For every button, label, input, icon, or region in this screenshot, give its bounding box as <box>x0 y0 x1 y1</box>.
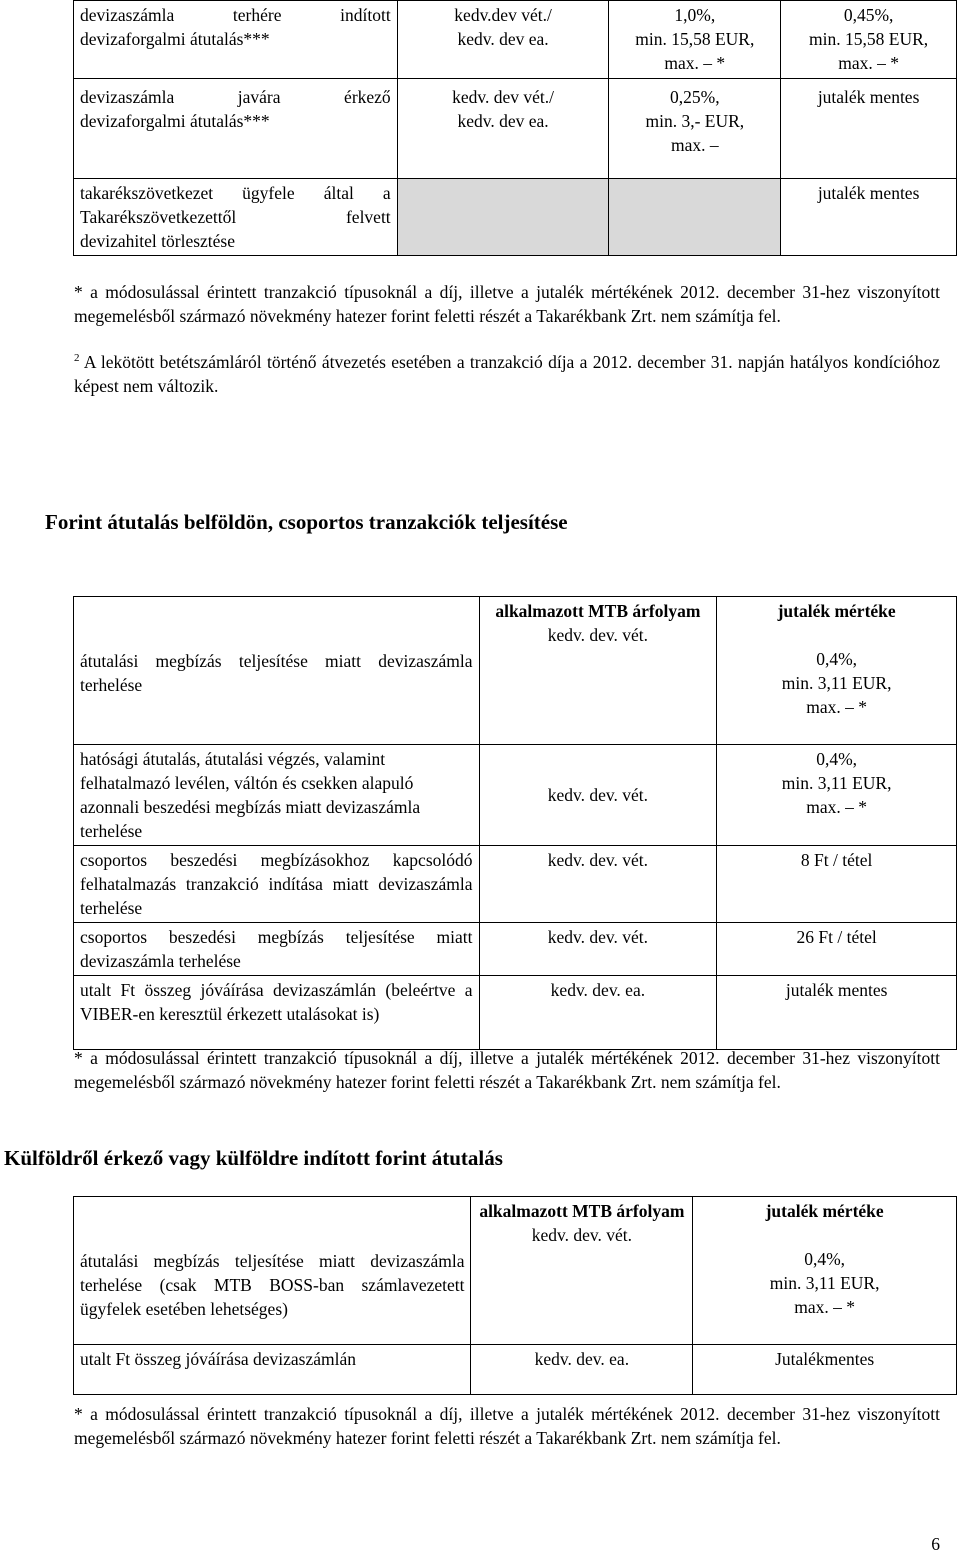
rate-cell <box>479 923 717 976</box>
fee-line: min. 3,- EUR, <box>645 111 745 131</box>
fee-cell <box>717 976 957 1050</box>
fee-line: jutalék mentes <box>785 980 888 1000</box>
new-fee-cell <box>781 79 957 179</box>
fee-line: 26 Ft / tétel <box>796 927 877 947</box>
row-description <box>74 976 480 1050</box>
page-number: 6 <box>931 1534 940 1554</box>
desc-line: devizaszámla terhére indított <box>80 5 391 25</box>
row-description <box>74 1 398 79</box>
rate-cell <box>479 745 717 846</box>
rate-line: kedv. dev ea. <box>457 29 549 49</box>
table-row <box>74 976 957 1050</box>
table-row <box>74 179 957 256</box>
empty-gray-cell <box>397 179 609 256</box>
rate-text: kedv. dev. vét. <box>547 850 649 870</box>
rate-text: kedv. dev. vét. <box>531 1225 633 1245</box>
desc-line: devizahitel törlesztése <box>80 231 235 251</box>
old-fee-cell <box>609 79 781 179</box>
fee-line: max. – * <box>794 1297 856 1317</box>
footnote-mark: 2 <box>74 352 80 365</box>
fee-line: max. – * <box>838 53 899 73</box>
top-fee-table <box>73 0 957 256</box>
table-row <box>74 923 957 976</box>
row-description <box>74 846 480 923</box>
table-row <box>74 745 957 846</box>
rate-line: kedv. dev vét./ <box>452 87 554 107</box>
section-heading: Forint átutalás belföldön, csoportos tranzakciók teljesítése <box>45 510 568 534</box>
fee-line: Jutalékmentes <box>775 1349 875 1369</box>
star-footnote: * a módosulással érintett tranzakció típusoknál a díj, illetve a jutalék mértékének 2012. december 31-hez viszonyított megemelésből származó növekmény hatezer forint feletti részét a Takarékbank Zrt. nem számítja fel. <box>74 1404 940 1448</box>
desc-text: utalt Ft összeg jóváírása devizaszámlán <box>80 1349 357 1369</box>
desc-text: csoportos beszedési megbízásokhoz kapcsolódó felhatalmazás tranzakció indítása miatt devizaszámla terhelése <box>80 850 473 918</box>
fee-line: 1,0%, <box>674 5 716 25</box>
rate-text: kedv. dev. vét. <box>547 625 649 645</box>
rate-text: kedv. dev. ea. <box>534 1349 630 1369</box>
desc-line: Takarékszövetkezettől felvett <box>80 207 391 227</box>
row-description <box>74 745 480 846</box>
fee-line: min. 3,11 EUR, <box>781 673 892 693</box>
empty-gray-cell <box>609 179 781 256</box>
table-row <box>74 1197 957 1345</box>
column-header-rate: alkalmazott MTB árfolyam <box>495 601 701 621</box>
rate-cell <box>397 1 609 79</box>
fee-line: jutalék mentes <box>817 87 920 107</box>
fee-cell <box>693 1197 957 1345</box>
fee-line: min. 3,11 EUR, <box>781 773 892 793</box>
rate-cell <box>471 1345 693 1395</box>
rate-cell <box>479 976 717 1050</box>
table-row <box>74 846 957 923</box>
fee-line: min. 3,11 EUR, <box>769 1273 880 1293</box>
row-description <box>74 597 480 745</box>
fee-line: max. – * <box>664 53 726 73</box>
fee-cell <box>717 597 957 745</box>
rate-cell <box>479 597 717 745</box>
table-row <box>74 79 957 179</box>
new-fee-cell <box>781 179 957 256</box>
row-description <box>74 1197 471 1345</box>
table-row <box>74 597 957 745</box>
desc-text: csoportos beszedési megbízás teljesítése miatt devizaszámla terhelése <box>80 927 473 971</box>
row-description <box>74 1345 471 1395</box>
rate-line: kedv.dev vét./ <box>454 5 552 25</box>
fee-line: max. – <box>670 135 719 155</box>
rate-text: kedv. dev. vét. <box>547 785 649 805</box>
row-description <box>74 79 398 179</box>
domestic-transfer-table <box>73 596 957 1050</box>
fee-line: max. – * <box>806 797 868 817</box>
fee-line: min. 15,58 EUR, <box>809 29 929 49</box>
fee-cell <box>717 846 957 923</box>
fee-cell <box>717 745 957 846</box>
fee-line: jutalék mentes <box>817 183 920 203</box>
desc-text: átutalási megbízás teljesítése miatt devizaszámla terhelése <box>80 651 473 695</box>
column-header-fee: jutalék mértéke <box>765 1201 884 1221</box>
desc-line: devizaforgalmi átutalás*** <box>80 29 270 49</box>
rate-text: kedv. dev. ea. <box>550 980 646 1000</box>
star-footnote: * a módosulással érintett tranzakció típusoknál a díj, illetve a jutalék mértékének 2012. december 31-hez viszonyított megemelésből származó növekmény hatezer forint feletti részét a Takarékbank Zrt. nem számítja fel. <box>74 282 940 326</box>
fee-line: 0,4%, <box>816 749 858 769</box>
fee-cell <box>717 923 957 976</box>
table-row <box>74 1345 957 1395</box>
desc-line: devizaszámla javára érkező <box>80 87 391 107</box>
new-fee-cell <box>781 1 957 79</box>
rate-text: kedv. dev. vét. <box>547 927 649 947</box>
column-header-rate: alkalmazott MTB árfolyam <box>479 1201 685 1221</box>
fee-cell <box>693 1345 957 1395</box>
fee-line: 0,25%, <box>670 87 720 107</box>
rate-cell <box>479 846 717 923</box>
table-row <box>74 1 957 79</box>
fee-line: 0,45%, <box>843 5 894 25</box>
desc-line: devizaforgalmi átutalás*** <box>80 111 270 131</box>
fee-line: 0,4%, <box>804 1249 846 1269</box>
rate-cell <box>471 1197 693 1345</box>
footnote-2 <box>74 350 940 398</box>
column-header-fee: jutalék mértéke <box>777 601 896 621</box>
old-fee-cell <box>609 1 781 79</box>
row-description <box>74 923 480 976</box>
desc-text: utalt Ft összeg jóváírása devizaszámlán (beleértve a VIBER-en keresztül érkezett utalásokat is) <box>80 980 473 1024</box>
fee-line: 0,4%, <box>816 649 858 669</box>
desc-text: átutalási megbízás teljesítése miatt devizaszámla terhelése (csak MTB BOSS-ban számlavezetett ügyfelek esetében lehetséges) <box>80 1251 465 1319</box>
fee-line: min. 15,58 EUR, <box>635 29 755 49</box>
international-transfer-table <box>73 1196 957 1395</box>
desc-line: takarékszövetkezet ügyfele által a <box>80 183 391 203</box>
desc-text: hatósági átutalás, átutalási végzés, valamint felhatalmazó levélen, váltón és csekken alapuló azonnali beszedési megbízás miatt devizaszámla terhelése <box>80 749 421 841</box>
section-heading: Külföldről érkező vagy külföldre indított forint átutalás <box>4 1146 503 1170</box>
fee-line: 8 Ft / tétel <box>800 850 873 870</box>
footnote-text: A lekötött betétszámláról történő átvezetés esetében a tranzakció díja a 2012. december 31. napján hatályos kondícióhoz képest nem változik. <box>74 352 940 396</box>
fee-line: max. – * <box>806 697 868 717</box>
rate-cell <box>397 79 609 179</box>
star-footnote: * a módosulással érintett tranzakció típusoknál a díj, illetve a jutalék mértékének 2012. december 31-hez viszonyított megemelésből származó növekmény hatezer forint feletti részét a Takarékbank Zrt. nem számítja fel. <box>74 1048 940 1092</box>
rate-line: kedv. dev ea. <box>457 111 549 131</box>
row-description <box>74 179 398 256</box>
